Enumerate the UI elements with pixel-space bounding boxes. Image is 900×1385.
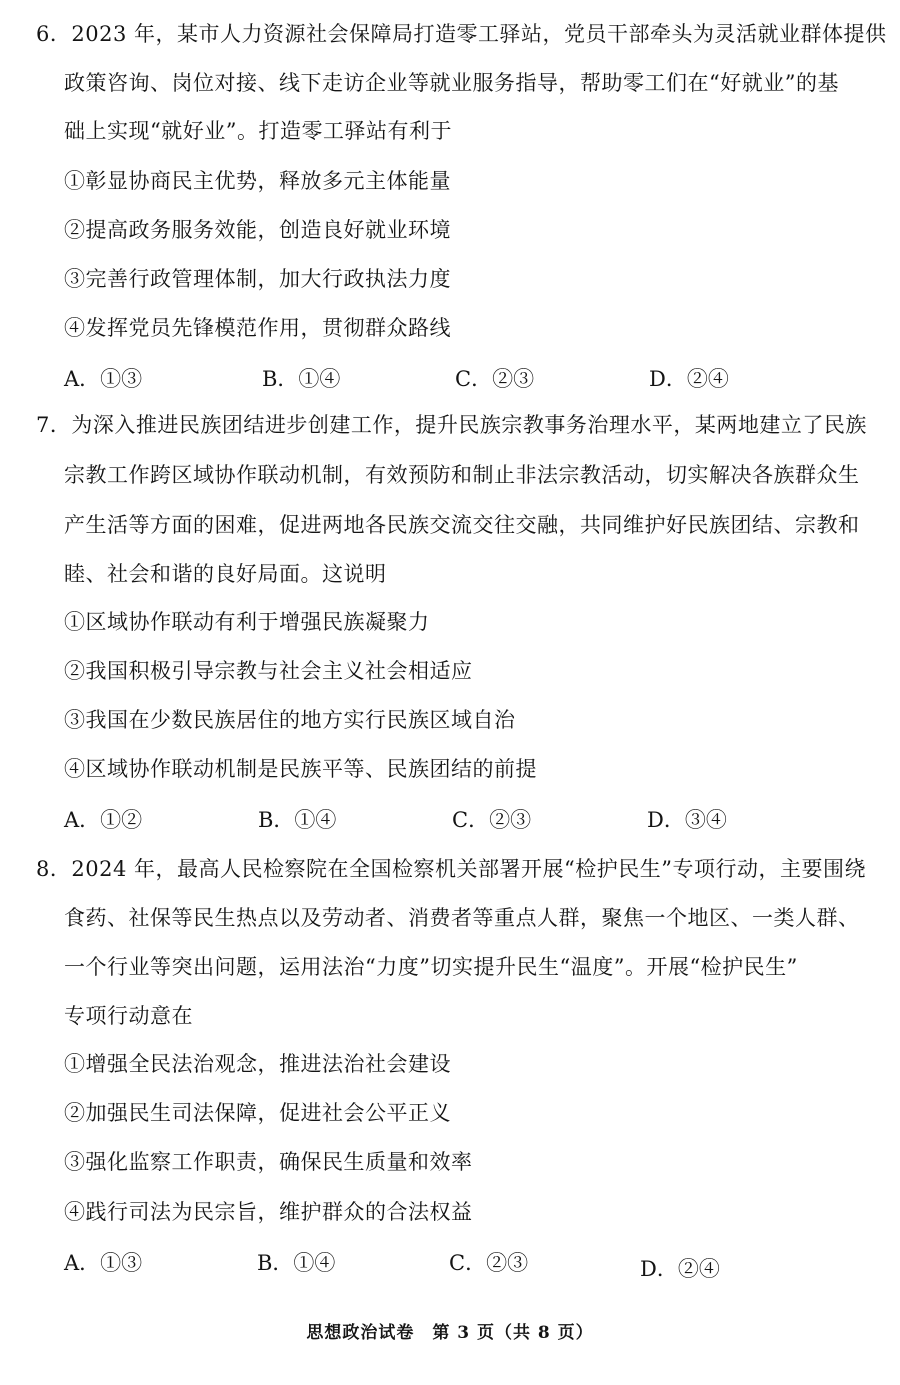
- statement-1: ①增强全民法治观念，推进法治社会建设: [64, 1052, 451, 1076]
- question-stem-line: 睦、社会和谐的良好局面。这说明: [64, 562, 387, 586]
- question-stem-line: 6．2023 年，某市人力资源社会保障局打造零工驿站，党员干部牵头为灵活就业群体提供: [36, 22, 887, 46]
- option-d[interactable]: D．③④: [647, 808, 727, 832]
- option-b[interactable]: B．①④: [257, 1251, 336, 1275]
- statement-4: ④发挥党员先锋模范作用，贯彻群众路线: [64, 316, 451, 340]
- option-c[interactable]: C．②③: [449, 1251, 529, 1275]
- option-b[interactable]: B．①④: [258, 808, 337, 832]
- option-d[interactable]: D．②④: [640, 1257, 720, 1281]
- option-c[interactable]: C．②③: [455, 367, 535, 391]
- question-stem-line: 政策咨询、岗位对接、线下走访企业等就业服务指导，帮助零工们在“好就业”的基: [64, 71, 839, 95]
- statement-3: ③我国在少数民族居住的地方实行民族区域自治: [64, 708, 516, 732]
- question-stem-line: 宗教工作跨区域协作联动机制，有效预防和制止非法宗教活动，切实解决各族群众生: [64, 463, 860, 487]
- question-stem-line: 专项行动意在: [64, 1004, 193, 1028]
- option-c[interactable]: C．②③: [452, 808, 532, 832]
- question-stem-line: 产生活等方面的困难，促进两地各民族交流交往交融，共同维护好民族团结、宗教和: [64, 513, 860, 537]
- option-a[interactable]: A．①②: [64, 808, 143, 832]
- statement-3: ③完善行政管理体制，加大行政执法力度: [64, 267, 451, 291]
- statement-2: ②提高政务服务效能，创造良好就业环境: [64, 218, 451, 242]
- statement-1: ①区域协作联动有利于增强民族凝聚力: [64, 610, 430, 634]
- question-stem-line: 础上实现“就好业”。打造零工驿站有利于: [64, 119, 452, 143]
- statement-2: ②我国积极引导宗教与社会主义社会相适应: [64, 659, 473, 683]
- statement-4: ④区域协作联动机制是民族平等、民族团结的前提: [64, 757, 537, 781]
- option-a[interactable]: A．①③: [64, 367, 143, 391]
- statement-3: ③强化监察工作职责，确保民生质量和效率: [64, 1150, 473, 1174]
- question-stem-line: 8．2024 年，最高人民检察院在全国检察机关部署开展“检护民生”专项行动，主要围绕: [36, 857, 866, 881]
- option-b[interactable]: B．①④: [262, 367, 341, 391]
- question-stem-line: 食药、社保等民生热点以及劳动者、消费者等重点人群，聚焦一个地区、一类人群、: [64, 906, 860, 930]
- statement-4: ④践行司法为民宗旨，维护群众的合法权益: [64, 1200, 473, 1224]
- question-stem-line: 一个行业等突出问题，运用法治“力度”切实提升民生“温度”。开展“检护民生”: [64, 955, 798, 979]
- statement-1: ①彰显协商民主优势，释放多元主体能量: [64, 169, 451, 193]
- option-d[interactable]: D．②④: [649, 367, 729, 391]
- statement-2: ②加强民生司法保障，促进社会公平正义: [64, 1101, 451, 1125]
- option-a[interactable]: A．①③: [64, 1251, 143, 1275]
- page-footer: 思想政治试卷 第 3 页（共 8 页）: [306, 1323, 594, 1343]
- question-stem-line: 7．为深入推进民族团结进步创建工作，提升民族宗教事务治理水平，某两地建立了民族: [36, 413, 867, 437]
